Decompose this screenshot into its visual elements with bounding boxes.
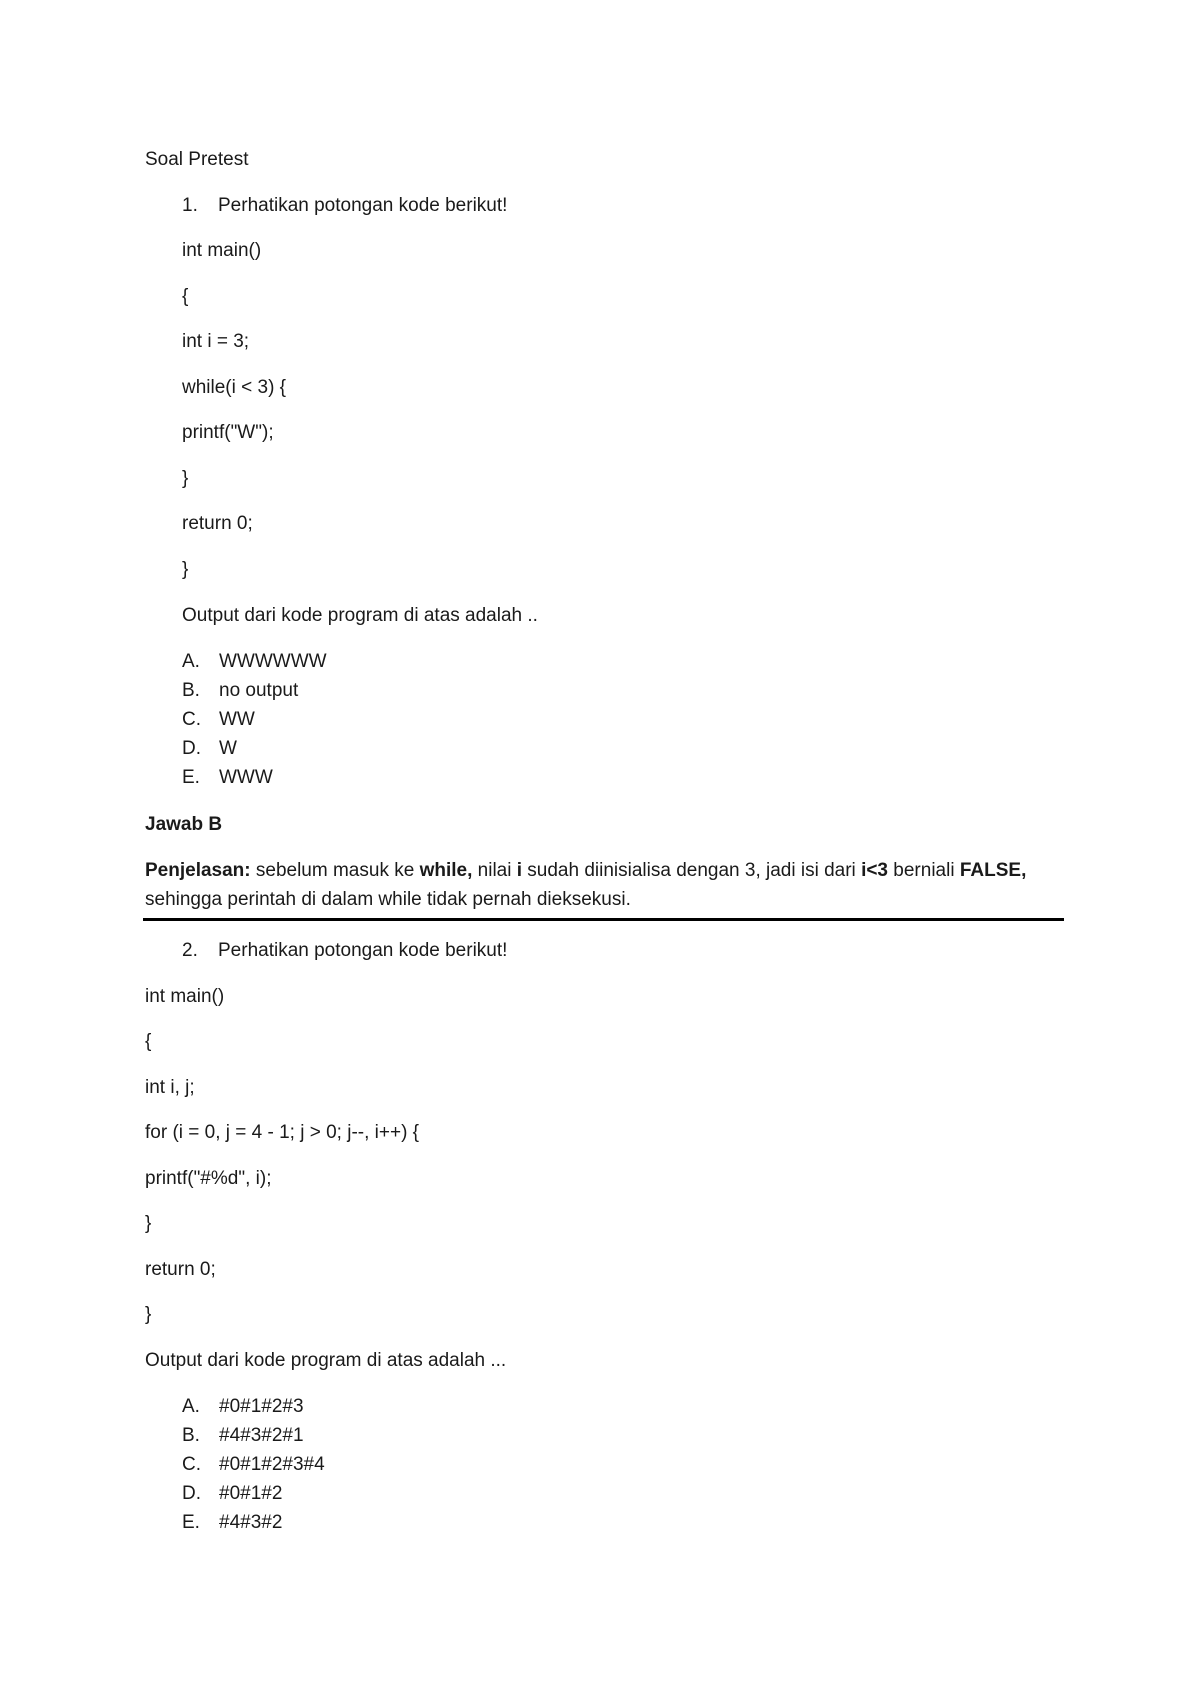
q1-code-line: return 0;: [182, 513, 253, 534]
q1-option-text: W: [219, 738, 237, 759]
explanation-keyword: FALSE,: [959, 860, 1027, 881]
explanation-line-2: sehingga perintah di dalam while tidak pernah dieksekusi.: [145, 889, 631, 910]
q2-option-letter: A.: [182, 1396, 200, 1417]
explanation-keyword: i: [516, 860, 523, 881]
q2-code-line: }: [145, 1304, 152, 1325]
q2-option-text: #4#3#2: [219, 1512, 283, 1533]
q2-option-letter: C.: [182, 1454, 201, 1475]
q1-code-line: int i = 3;: [182, 331, 250, 352]
explanation-keyword: i<3: [861, 860, 889, 881]
q1-option-text: WWWWWW: [219, 651, 327, 672]
q1-option-text: no output: [219, 680, 299, 701]
explanation-text: berniali: [888, 860, 960, 881]
explanation-keyword: while,: [419, 860, 473, 881]
question-1-answer: Jawab B: [145, 814, 223, 835]
q2-code-line: int i, j;: [145, 1077, 195, 1098]
q1-option-letter: C.: [182, 709, 201, 730]
q2-option-text: #0#1#2#3#4: [219, 1454, 325, 1475]
q2-code-line: int main(): [145, 986, 225, 1007]
q1-option-text: WW: [219, 709, 255, 730]
question-2-text: Output dari kode program di atas adalah ...: [145, 1350, 507, 1371]
q2-code-line: }: [145, 1213, 152, 1234]
q2-option-text: #4#3#2#1: [219, 1425, 304, 1446]
q2-option-letter: B.: [182, 1425, 200, 1446]
q2-code-line: {: [145, 1031, 152, 1052]
q2-code-line: for (i = 0, j = 4 - 1; j > 0; j--, i++) {: [145, 1122, 420, 1143]
q1-option-letter: A.: [182, 651, 200, 672]
explanation-text: sudah diinisialisa dengan 3, jadi isi dari: [522, 860, 862, 881]
q1-option-text: WWW: [219, 767, 273, 788]
q2-option-letter: E.: [182, 1512, 200, 1533]
question-1-explanation: [145, 859, 1026, 883]
q1-code-line: int main(): [182, 240, 262, 261]
explanation-text: sebelum masuk ke: [250, 860, 420, 881]
question-2-number: 2.: [182, 940, 198, 961]
question-1-number: 1.: [182, 195, 198, 216]
q2-option-text: #0#1#2#3: [219, 1396, 304, 1417]
explanation-label: Penjelasan:: [145, 860, 251, 881]
q1-code-line: while(i < 3) {: [182, 377, 287, 398]
q1-code-line: printf("W");: [182, 422, 274, 443]
q1-option-letter: B.: [182, 680, 200, 701]
question-1-prompt: Perhatikan potongan kode berikut!: [218, 195, 508, 216]
q1-code-line: }: [182, 468, 189, 489]
q1-code-line: {: [182, 286, 189, 307]
page-title: Soal Pretest: [145, 149, 249, 170]
q2-option-text: #0#1#2: [219, 1483, 283, 1504]
explanation-text: nilai: [472, 860, 517, 881]
question-1-text: Output dari kode program di atas adalah ..: [182, 605, 538, 626]
q1-code-line: }: [182, 559, 189, 580]
section-divider: [143, 918, 1064, 921]
q2-code-line: return 0;: [145, 1259, 216, 1280]
q1-option-letter: D.: [182, 738, 201, 759]
q2-code-line: printf("#%d", i);: [145, 1168, 272, 1189]
question-2-prompt: Perhatikan potongan kode berikut!: [218, 940, 508, 961]
q1-option-letter: E.: [182, 767, 200, 788]
q2-option-letter: D.: [182, 1483, 201, 1504]
